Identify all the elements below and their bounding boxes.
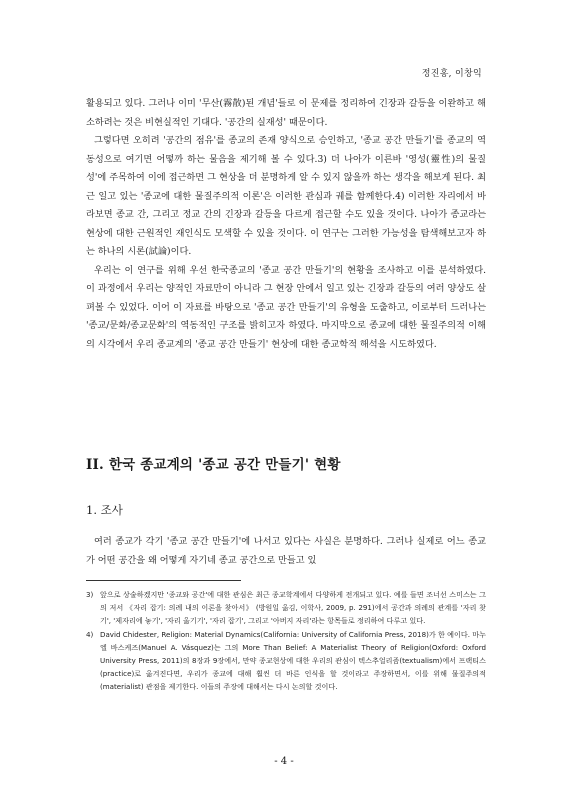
footnote-separator <box>86 580 241 581</box>
subsection-text <box>86 533 486 570</box>
footnote-text: 앞으로 상술하겠지만 '종교와 공간'에 대한 관심은 최근 종교학계에서 다양하게 전개되고 있다. 예를 들면 조너선 스미스는 그의 저서 《자리 잡기: 의례 내의 이론을 찾아서》 (방원일 옮김, 이학사, 2009, p. 291)에서 공간과 의례의 관계를 '자리 찾기', '제자리에 놓기', '자리 옮기기', '자리 잡기', 그리고 '아버지 자리'라는 항목들로 정리하여 다루고 있다. <box>100 590 486 626</box>
footnote-number: 4) <box>86 629 94 639</box>
body-text <box>86 95 486 354</box>
running-header-authors: 정진홍, 이창익 <box>421 69 482 79</box>
footnotes <box>86 588 486 694</box>
subsection-paragraph: 여러 종교가 각기 '종교 공간 만들기'에 나서고 있다는 사실은 분명하다. 그러나 실제로 어느 종교가 어떤 공간을 왜 어떻게 자기네 종교 공간으로 만들고 있 <box>86 536 486 566</box>
subsection-heading: 1. 조사 <box>86 503 123 517</box>
footnote-number: 3) <box>86 590 94 599</box>
page-number: - 4 - <box>274 756 294 767</box>
section-heading: II. 한국 종교계의 '종교 공간 만들기' 현황 <box>86 457 341 473</box>
body-paragraph-1: 활용되고 있다. 그러나 이미 '무산(霧散)된 개념'들로 이 문제를 정리하여 긴장과 갈등을 이완하고 해소하려는 것은 비현실적인 기대다. '공간의 실재성' 때문이다. <box>86 98 486 128</box>
footnote-4 <box>86 628 486 694</box>
body-paragraph-2: 그렇다면 오히려 '공간의 점유'를 종교의 존재 양식으로 승인하고, '종교 공간 만들기'를 종교의 역동성으로 여기면 어떻까 하는 물음을 제기해 볼 수 있다.3) 더 나아가 이른바 '영성(靈性)의 물질성'에 주목하여 이에 접근하면 그 현상을 더 분명하게 알 수 있지 않을까 하는 생각을 해보게 된다. 최근 일고 있는 '종교에 대한 물질주의적 이론'은 이러한 관심과 궤를 함께한다.4) 이러한 자리에서 바라보면 종교 간, 그리고 정교 간의 긴장과 갈등을 다르게 접근할 수도 있을 것이다. 나아가 종교라는 현상에 대한 근원적인 재인식도 모색할 수 있을 것이다. 이 연구는 그러한 가능성을 탐색해보고자 하는 하나의 시론(試論)이다. <box>86 135 486 257</box>
footnote-text: David Chidester, Religion: Material Dynamics(California: University of California Press, 2018)가 한 예이다. 마누엘 바스케즈(Manuel A. Vásquez)는 그의 More Than Belief: A Materialist Theory of Religion(Oxford: Oxford University Press, 2011)의 8장과 9장에서, 만약 종교현상에 대한 우리의 관심이 텍스추얼리즘(textualism)에서 프랙티스(practice)로 옮겨진다면, 우리가 종교에 대해 훨씬 더 바른 인식을 할 것이라고 주장하면서, 이를 위해 물질주의적(materialist) 관점을 제기한다. 이들의 주장에 대해서는 다시 논의할 것이다. <box>100 629 486 692</box>
footnote-3 <box>86 588 486 628</box>
body-paragraph-3: 우리는 이 연구를 위해 우선 한국종교의 '종교 공간 만들기'의 현황을 조사하고 이를 분석하였다. 이 과정에서 우리는 양적인 자료만이 아니라 그 현장 안에서 일고 있는 긴장과 갈등의 여러 양상도 살펴볼 수 있었다. 이어 이 자료를 바탕으로 '종교 공간 만들기'의 유형을 도출하고, 이로부터 드러나는 '종교/문화/종교문화'의 역동적인 구조를 밝히고자 하였다. 마지막으로 종교에 대한 물질주의적 이해의 시각에서 우리 종교계의 '종교 공간 만들기' 현상에 대한 종교학적 해석을 시도하였다. <box>86 264 486 350</box>
